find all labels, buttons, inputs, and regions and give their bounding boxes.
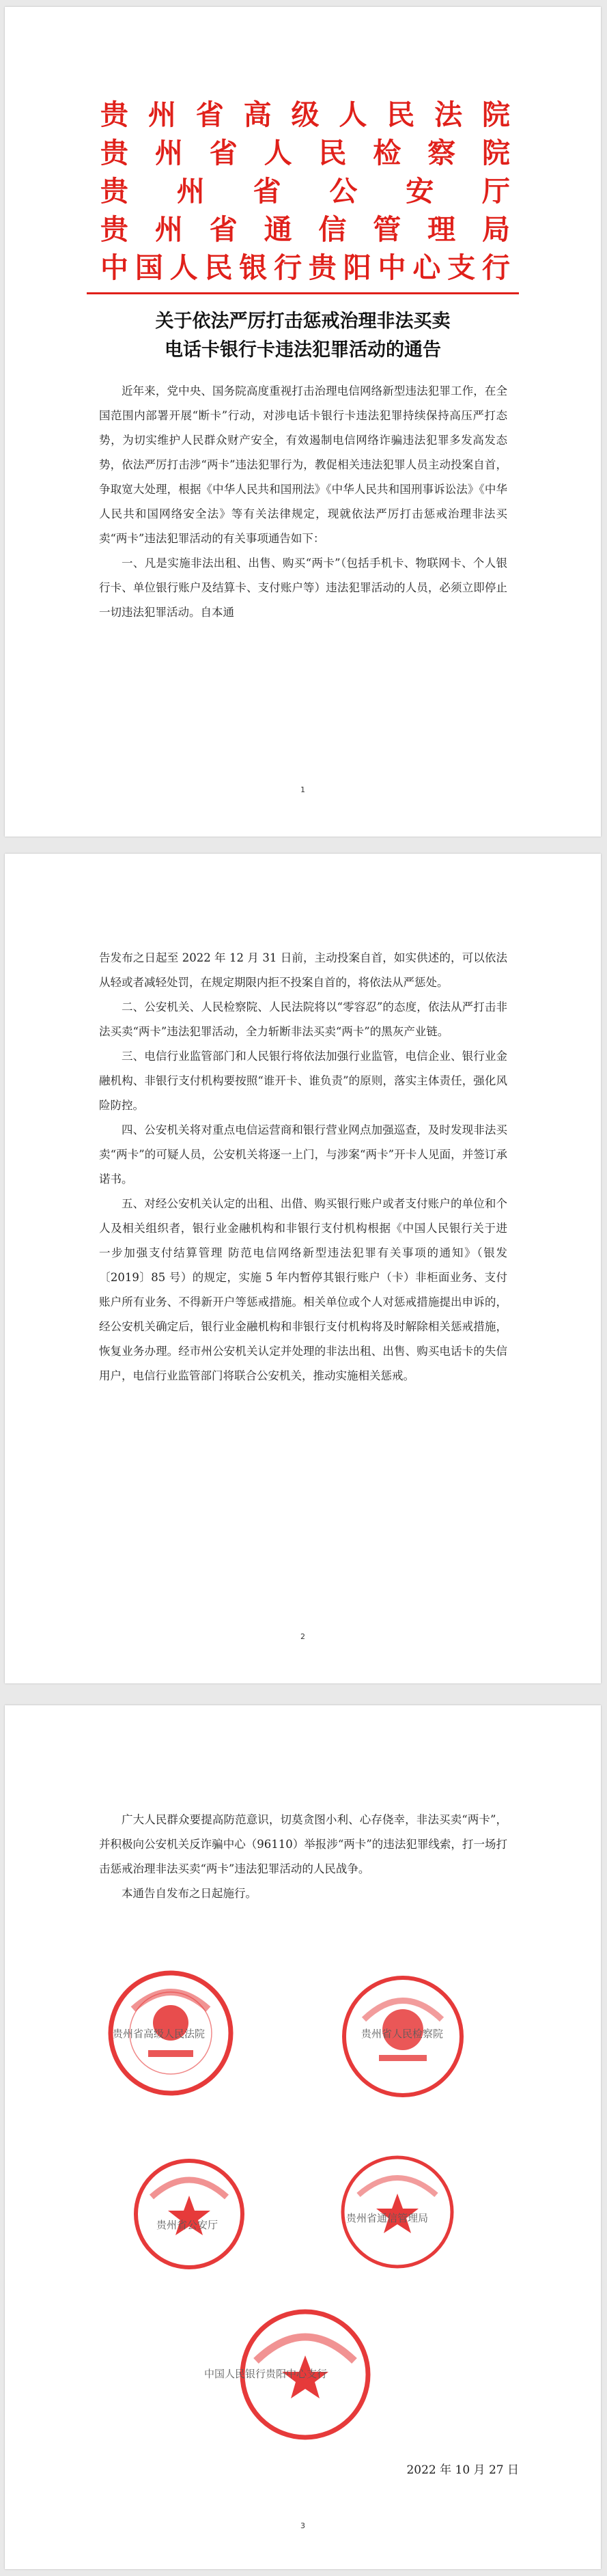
- seal-caption-procuratorate: 贵州省人民检察院: [361, 2028, 444, 2040]
- page-2-body: [99, 946, 507, 1388]
- document-title: [73, 307, 533, 365]
- paragraph: 广大人民群众要提高防范意识，切莫贪图小利、心存侥幸，非法买卖“两卡”，并积极向公安机关反诈骗中心（96110）举报涉“两卡”的违法犯罪线索，打一场打击惩戒治理非法买卖“两卡”违法犯罪活动的人民战争。: [99, 1813, 507, 1875]
- page-number: 1: [300, 785, 305, 794]
- issuer-court: 贵州省高级人民法院: [100, 98, 510, 131]
- issue-date: 2022 年 10 月 27 日: [406, 2463, 519, 2477]
- issuer-procuratorate: 贵州省人民检察院: [100, 137, 510, 169]
- paragraph: 五、对经公安机关认定的出租、出借、购买银行账户或者支付账户的单位和个人及相关组织者，银行业金融机构和非银行支付机构根据《中国人民银行关于进 一步加强支付结算管理 防范电信网络新型违法犯罪有关事项的通知》（银发〔2019〕85 号）的规定，实施 5 年内暂停其银行账户（卡）非柜面业务、支付账户所有业务、不得新开户等惩戒措施。相关单位或个人对惩戒措施提出申诉的，经公安机关确定后，银行业金融机构和非银行支付机构将及时解除相关惩戒措施，恢复业务办理。经市州公安机关认定并处理的非法出租、出售、购买电话卡的失信用户，电信行业监管部门将联合公安机关，推动实施相关惩戒。: [99, 1197, 507, 1382]
- issuer-telecom: 贵州省通信管理局: [100, 213, 510, 246]
- page-number: 3: [300, 2521, 305, 2530]
- issuer-bank: 中国人民银行贵阳中心支行: [100, 251, 510, 284]
- issuing-authorities: [100, 96, 510, 287]
- paragraph: 近年来，党中央、国务院高度重视打击治理电信网络新型违法犯罪工作，在全国范围内部署开展“断卡”行动，对涉电话卡银行卡违法犯罪持续保持高压严打态势，为切实维护人民群众财产安全，有效遏制电信网络诈骗违法犯罪多发高发态势，依法严厉打击涉“两卡”违法犯罪行为，教促相关违法犯罪人员主动投案自首，争取宽大处理，根据《中华人民共和国刑法》《中华人民共和国刑事诉讼法》《中华人民共和国网络安全法》等有关法律规定，现就依法严厉打击惩戒治理非法买卖“两卡”违法犯罪活动的有关事项通告如下：: [99, 384, 507, 545]
- seal-caption-court: 贵州省高级人民法院: [113, 2028, 206, 2040]
- paragraph: 本通告自发布之日起施行。: [122, 1887, 257, 1900]
- document-page-1: [5, 7, 601, 837]
- page-1-body: [99, 379, 507, 625]
- seal-caption-telecom: 贵州省通信管理局: [346, 2212, 429, 2224]
- paragraph: 一、凡是实施非法出租、出售、购买“两卡”（包括手机卡、物联网卡、个人银行卡、单位银行账户及结算卡、支付账户等）违法犯罪活动的人员，必须立即停止一切违法犯罪活动。自本通: [99, 557, 507, 619]
- title-line-2: 电话卡银行卡违法犯罪活动的通告: [165, 339, 441, 361]
- paragraph: 三、电信行业监管部门和人民银行将依法加强行业监管，电信企业、银行业金融机构、非银行支付机构要按照“谁开卡、谁负责”的原则，落实主体责任，强化风险防控。: [99, 1050, 507, 1112]
- document-page-2: [5, 854, 601, 1683]
- page-3-body: [99, 1808, 507, 1906]
- seal-caption-bank: 中国人民银行贵阳中心支行: [204, 2368, 328, 2380]
- seal-caption-police: 贵州省公安厅: [156, 2219, 218, 2231]
- paragraph: 告发布之日起至 2022 年 12 月 31 日前，主动投案自首，如实供述的，可以依法从轻或者减轻处罚，在规定期限内拒不投案自首的，将依法从严惩处。: [99, 951, 507, 989]
- title-line-1: 关于依法严厉打击惩戒治理非法买卖: [155, 311, 451, 332]
- header-red-line: [87, 292, 519, 294]
- page-number: 2: [300, 1632, 305, 1641]
- issuer-police: 贵州省公安厅: [100, 175, 510, 208]
- paragraph: 四、公安机关将对重点电信运营商和银行营业网点加强巡查，及时发现非法买卖“两卡”的可疑人员，公安机关将逐一上门，与涉案“两卡”开卡人见面，并签订承诺书。: [99, 1123, 507, 1186]
- police-seal-icon: [131, 2156, 247, 2272]
- document-page-3: [5, 1705, 601, 2569]
- paragraph: 二、公安机关、人民检察院、人民法院将以“零容忍”的态度，依法从严打击非法买卖“两卡”违法犯罪活动，全力斩断非法买卖“两卡”的黑灰产业链。: [99, 1000, 507, 1038]
